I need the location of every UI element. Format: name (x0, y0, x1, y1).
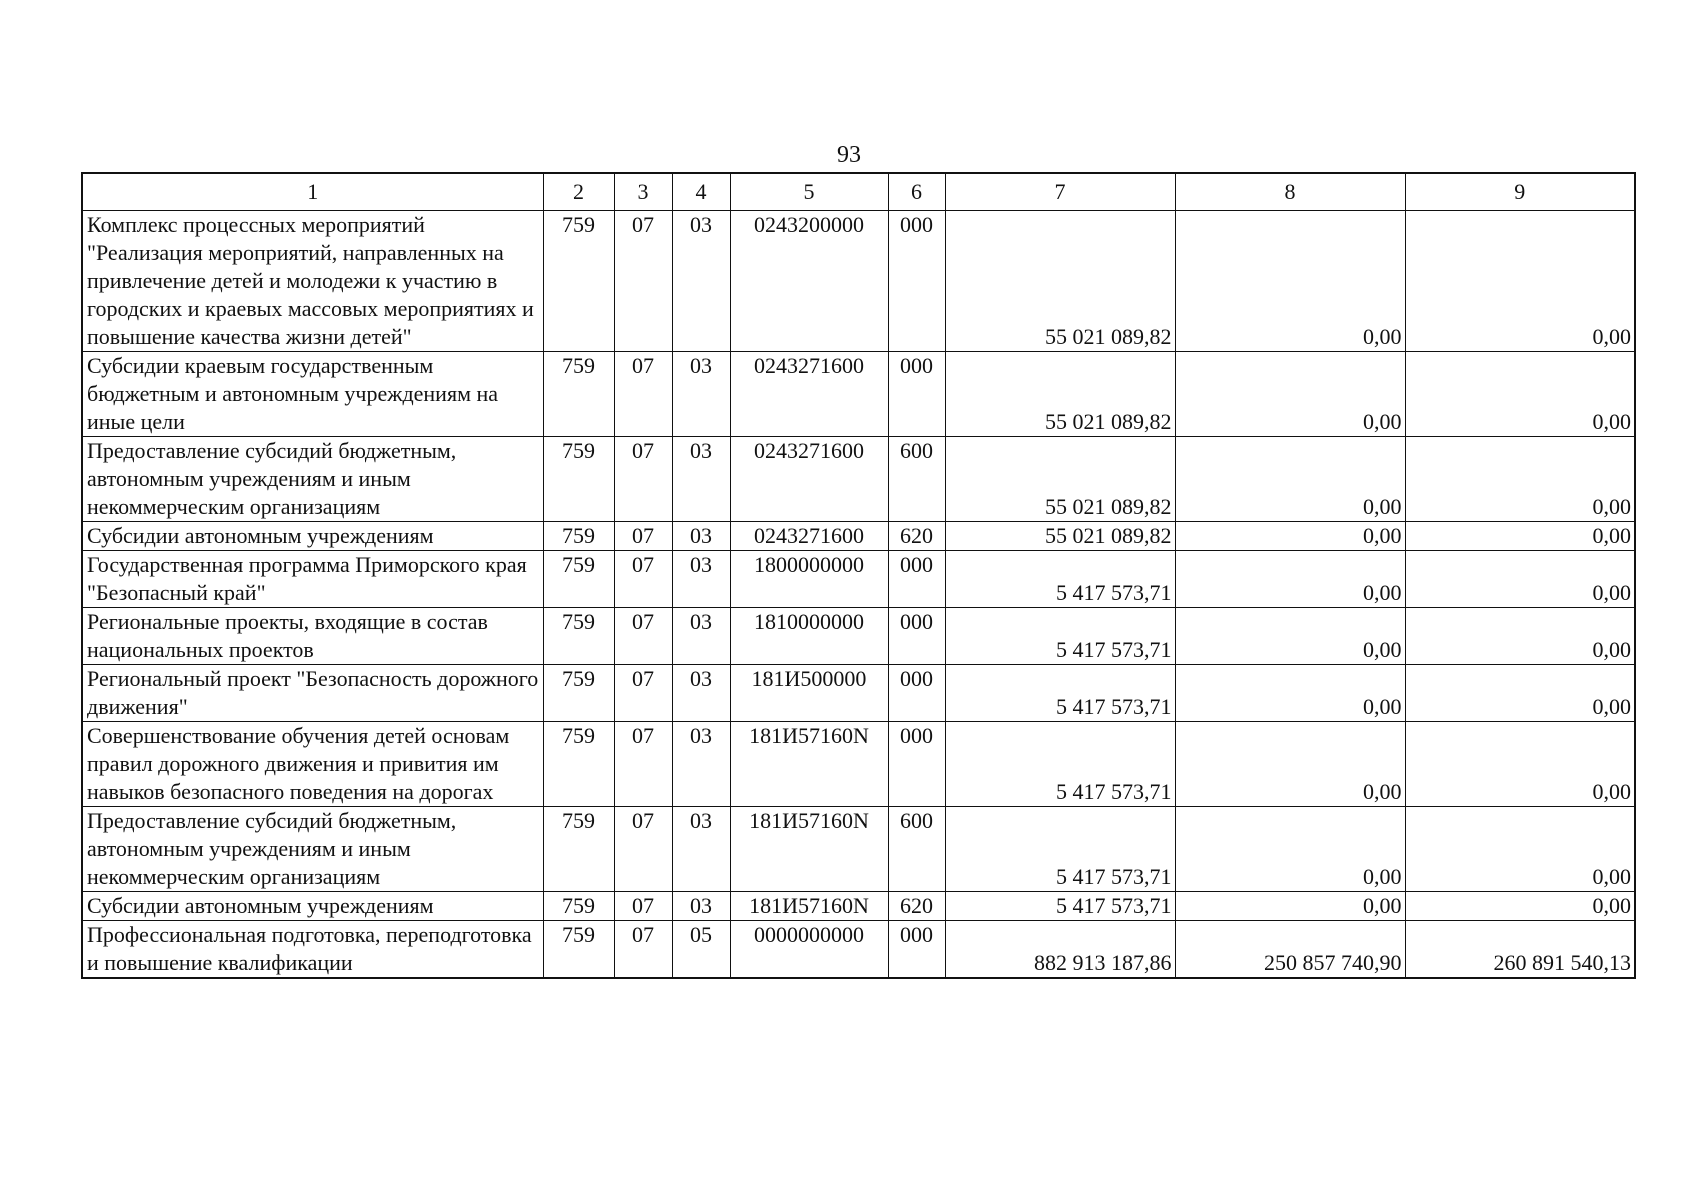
row-cell-6: 000 (888, 921, 945, 979)
row-cell-2: 759 (543, 921, 614, 979)
row-cell-8: 0,00 (1175, 892, 1405, 921)
header-cell-9: 9 (1405, 173, 1635, 211)
row-cell-2: 759 (543, 608, 614, 665)
row-cell-8: 0,00 (1175, 551, 1405, 608)
row-cell-3: 07 (614, 892, 672, 921)
row-name-cell: Субсидии автономным учреждениям (82, 522, 543, 551)
header-cell-6: 6 (888, 173, 945, 211)
table-row (82, 352, 1635, 437)
row-cell-9: 0,00 (1405, 892, 1635, 921)
row-cell-8: 0,00 (1175, 211, 1405, 352)
row-cell-3: 07 (614, 211, 672, 352)
row-cell-6: 620 (888, 522, 945, 551)
row-cell-4: 03 (672, 892, 730, 921)
table-row (82, 522, 1635, 551)
row-cell-9: 260 891 540,13 (1405, 921, 1635, 979)
row-cell-4: 03 (672, 522, 730, 551)
row-cell-7: 55 021 089,82 (945, 437, 1175, 522)
row-cell-8: 0,00 (1175, 807, 1405, 892)
row-cell-2: 759 (543, 551, 614, 608)
budget-table (81, 172, 1636, 979)
row-cell-6: 000 (888, 352, 945, 437)
row-cell-3: 07 (614, 437, 672, 522)
header-cell-7: 7 (945, 173, 1175, 211)
row-cell-5: 181И57160N (730, 722, 888, 807)
row-cell-4: 03 (672, 665, 730, 722)
row-name-cell: Совершенствование обучения детей основам правил дорожного движения и привития им навыков безопасного поведения на дорогах (82, 722, 543, 807)
row-cell-8: 0,00 (1175, 522, 1405, 551)
row-cell-7: 55 021 089,82 (945, 522, 1175, 551)
header-cell-4: 4 (672, 173, 730, 211)
row-cell-2: 759 (543, 665, 614, 722)
row-cell-9: 0,00 (1405, 352, 1635, 437)
row-cell-6: 000 (888, 551, 945, 608)
row-cell-2: 759 (543, 437, 614, 522)
row-cell-8: 0,00 (1175, 608, 1405, 665)
row-cell-4: 03 (672, 807, 730, 892)
row-cell-4: 03 (672, 608, 730, 665)
row-cell-2: 759 (543, 722, 614, 807)
row-name-cell: Субсидии автономным учреждениям (82, 892, 543, 921)
header-cell-3: 3 (614, 173, 672, 211)
row-cell-5: 181И57160N (730, 807, 888, 892)
row-cell-7: 5 417 573,71 (945, 807, 1175, 892)
row-name-cell: Региональный проект "Безопасность дорожного движения" (82, 665, 543, 722)
table-row (82, 437, 1635, 522)
row-cell-5: 1800000000 (730, 551, 888, 608)
header-row (82, 173, 1635, 211)
row-cell-4: 03 (672, 437, 730, 522)
row-cell-5: 181И500000 (730, 665, 888, 722)
table-row (82, 665, 1635, 722)
row-cell-3: 07 (614, 352, 672, 437)
row-name-cell: Комплекс процессных мероприятий "Реализация мероприятий, направленных на привлечение детей и молодежи к участию в городских и краевых массовых мероприятиях и повышение качества жизни детей" (82, 211, 543, 352)
row-cell-3: 07 (614, 665, 672, 722)
row-cell-5: 0243271600 (730, 352, 888, 437)
row-cell-9: 0,00 (1405, 522, 1635, 551)
row-cell-5: 0243271600 (730, 522, 888, 551)
row-cell-7: 5 417 573,71 (945, 665, 1175, 722)
row-cell-7: 5 417 573,71 (945, 551, 1175, 608)
row-name-cell: Региональные проекты, входящие в состав национальных проектов (82, 608, 543, 665)
row-cell-5: 0243200000 (730, 211, 888, 352)
row-cell-2: 759 (543, 352, 614, 437)
row-cell-6: 000 (888, 722, 945, 807)
row-cell-2: 759 (543, 807, 614, 892)
table-body (82, 173, 1635, 978)
row-cell-3: 07 (614, 921, 672, 979)
row-cell-6: 000 (888, 665, 945, 722)
row-cell-3: 07 (614, 807, 672, 892)
row-cell-6: 620 (888, 892, 945, 921)
row-cell-7: 5 417 573,71 (945, 892, 1175, 921)
table-row (82, 892, 1635, 921)
table-row (82, 551, 1635, 608)
row-cell-7: 55 021 089,82 (945, 211, 1175, 352)
row-cell-8: 250 857 740,90 (1175, 921, 1405, 979)
row-cell-9: 0,00 (1405, 807, 1635, 892)
row-cell-4: 03 (672, 551, 730, 608)
table-row (82, 722, 1635, 807)
row-cell-8: 0,00 (1175, 352, 1405, 437)
row-cell-9: 0,00 (1405, 551, 1635, 608)
row-cell-9: 0,00 (1405, 608, 1635, 665)
page-number: 93 (837, 142, 861, 168)
row-cell-2: 759 (543, 522, 614, 551)
header-cell-8: 8 (1175, 173, 1405, 211)
row-cell-8: 0,00 (1175, 437, 1405, 522)
row-cell-6: 600 (888, 437, 945, 522)
row-cell-4: 03 (672, 722, 730, 807)
row-cell-8: 0,00 (1175, 722, 1405, 807)
row-cell-7: 882 913 187,86 (945, 921, 1175, 979)
row-cell-4: 05 (672, 921, 730, 979)
row-cell-4: 03 (672, 352, 730, 437)
row-cell-9: 0,00 (1405, 211, 1635, 352)
row-cell-2: 759 (543, 211, 614, 352)
row-name-cell: Профессиональная подготовка, переподготовка и повышение квалификации (82, 921, 543, 979)
row-cell-9: 0,00 (1405, 722, 1635, 807)
table-row (82, 921, 1635, 979)
row-cell-3: 07 (614, 522, 672, 551)
row-cell-8: 0,00 (1175, 665, 1405, 722)
table-row (82, 608, 1635, 665)
row-cell-6: 000 (888, 608, 945, 665)
row-cell-5: 1810000000 (730, 608, 888, 665)
row-name-cell: Субсидии краевым государственным бюджетным и автономным учреждениям на иные цели (82, 352, 543, 437)
row-cell-5: 0000000000 (730, 921, 888, 979)
header-cell-1: 1 (82, 173, 543, 211)
row-cell-4: 03 (672, 211, 730, 352)
row-name-cell: Предоставление субсидий бюджетным, автономным учреждениям и иным некоммерческим организациям (82, 807, 543, 892)
row-cell-3: 07 (614, 722, 672, 807)
row-cell-9: 0,00 (1405, 437, 1635, 522)
row-cell-5: 181И57160N (730, 892, 888, 921)
row-cell-7: 5 417 573,71 (945, 722, 1175, 807)
row-cell-9: 0,00 (1405, 665, 1635, 722)
row-cell-7: 5 417 573,71 (945, 608, 1175, 665)
table-row (82, 211, 1635, 352)
row-cell-6: 600 (888, 807, 945, 892)
row-cell-5: 0243271600 (730, 437, 888, 522)
row-cell-3: 07 (614, 551, 672, 608)
row-name-cell: Предоставление субсидий бюджетным, автономным учреждениям и иным некоммерческим организациям (82, 437, 543, 522)
row-cell-6: 000 (888, 211, 945, 352)
header-cell-2: 2 (543, 173, 614, 211)
row-cell-7: 55 021 089,82 (945, 352, 1175, 437)
header-cell-5: 5 (730, 173, 888, 211)
row-cell-2: 759 (543, 892, 614, 921)
row-name-cell: Государственная программа Приморского края "Безопасный край" (82, 551, 543, 608)
table-row (82, 807, 1635, 892)
row-cell-3: 07 (614, 608, 672, 665)
